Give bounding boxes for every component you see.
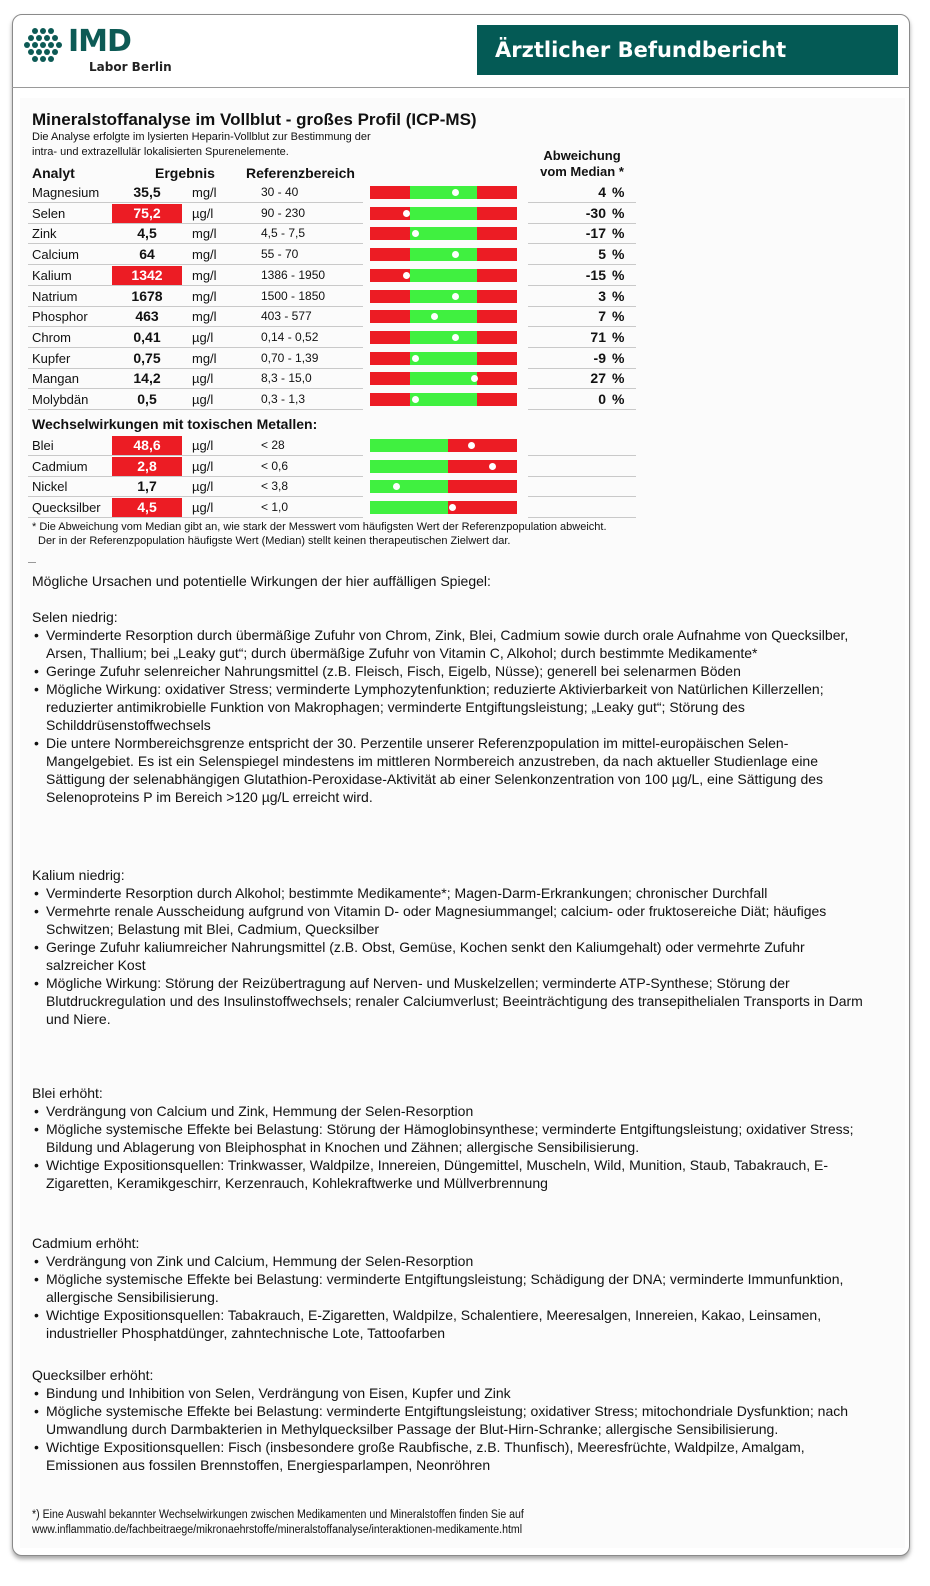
range-bar-high [448, 439, 517, 452]
table-row [28, 436, 363, 456]
unit: µg/l [192, 479, 214, 495]
logo-text: IMD [68, 24, 131, 59]
deviation-cell [528, 307, 636, 327]
range-bar [370, 331, 517, 344]
range-marker [412, 355, 419, 362]
reference-range: < 3,8 [261, 479, 289, 494]
range-bar [370, 393, 517, 406]
reference-range: 30 - 40 [261, 185, 299, 199]
footnote-line: Der in der Referenzpopulation häufigste Wert (Median) stellt keinen therapeutischen Zielwert dar. [38, 535, 511, 547]
range-bar-high [477, 393, 517, 406]
bullet-list [32, 884, 872, 1028]
table-row [28, 183, 363, 203]
reference-range: 0,70 - 1,39 [261, 350, 319, 365]
bullet-item: • Wichtige Expositionsquellen: Trinkwasser, Waldpilze, Innereien, Düngemittel, Muscheln, Wild, Munition, Staub, Tabakrauch, E-Zigaretten, Keramikgeschirr, Kerzenrauch, Kohlekraftwerke und Müllverbrennung [32, 1156, 872, 1192]
bullet-item: • Mögliche Wirkung: Störung der Reizübertragung auf Nerven- und Muskelzellen; verminderte ATP-Synthese; Störung der Blutdruckregulation und des Insulinstoffwechsels; renaler Calciumverlust; Beeinträchtigung des transepithelialen Transports in Darm und Niere. [32, 974, 872, 1028]
logo-dot [36, 49, 42, 55]
range-marker [449, 504, 456, 511]
unit: µg/l [192, 438, 214, 453]
result-value-flagged: 4,5 [112, 498, 182, 517]
percent-sign: % [612, 349, 625, 366]
range-bar-normal [370, 460, 448, 473]
intro-line: Die Analyse erfolgte im lysierten Heparin-Vollblut zur Bestimmung der [32, 131, 371, 143]
deviation-cell [528, 183, 636, 203]
range-bar-high [477, 352, 517, 365]
range-bar [370, 372, 517, 385]
range-marker [452, 293, 459, 300]
table-row [28, 266, 363, 286]
analyte-name: Blei [32, 438, 54, 453]
analyte-name: Magnesium [32, 185, 100, 200]
table-row [28, 390, 363, 410]
analyte-name: Natrium [32, 288, 78, 304]
result-value-flagged: 2,8 [112, 457, 182, 476]
result-value: 35,5 [133, 184, 161, 200]
reference-range: 90 - 230 [261, 205, 306, 220]
logo-dot [24, 42, 30, 48]
deviation-value: 3 [598, 287, 606, 304]
deviation-cell [528, 328, 636, 348]
range-marker [452, 189, 459, 196]
result-column-header: Ergebnis [155, 165, 215, 181]
result-value-flagged: 48,6 [112, 436, 182, 455]
range-bar-low [370, 248, 410, 261]
analyte-name: Chrom [32, 329, 72, 345]
deviation-cell [528, 224, 636, 244]
range-bar-normal [410, 331, 477, 344]
reference-range: 403 - 577 [261, 309, 312, 324]
unit: mg/l [192, 247, 217, 263]
percent-sign: % [612, 391, 625, 407]
range-bar-low [370, 186, 410, 199]
percent-sign: % [612, 370, 625, 387]
unit: mg/l [192, 226, 217, 242]
deviation-cell [528, 287, 636, 307]
deviation-value: 27 [590, 370, 606, 387]
analyte-name: Calcium [32, 247, 79, 263]
result-value: 4,5 [137, 225, 157, 242]
logo-dot [52, 49, 58, 55]
result-value-flagged: 1342 [112, 266, 182, 285]
interpretation-heading: Mögliche Ursachen und potentielle Wirkungen der hier auffälligen Spiegel: [32, 573, 491, 589]
reference-range: 8,3 - 15,0 [261, 371, 312, 386]
bullet-item: • Die untere Normbereichsgrenze entspricht der 30. Perzentile unserer Referenzpopulation im mittel-europäischen Selen-Mangelgebiet. Es ist ein Selenspiegel mindestens im mittleren Normbereich anzustreben, da nach aktueller Studienlage eine Sättigung der selenabhängigen Glutathion-Peroxidase-Aktivität ab einer Selenkonzentration von 100 µg/L, eine Sättigung des Selenoproteins P im Bereich >120 µg/L erreicht wird. [32, 734, 872, 806]
logo-dot [36, 35, 42, 41]
range-bar-high [477, 227, 517, 240]
reference-range: 0,14 - 0,52 [261, 329, 319, 344]
deviation-header-line: vom Median * [540, 164, 624, 179]
table-row [28, 245, 363, 265]
range-bar [370, 460, 517, 473]
range-bar [370, 227, 517, 240]
deviation-value: -9 [593, 349, 606, 366]
range-bar-high [477, 290, 517, 303]
unit: µg/l [192, 371, 214, 387]
percent-sign: % [612, 225, 625, 242]
bullet-item: • Mögliche systemische Effekte bei Belastung: verminderte Entgiftungsleistung; Schädigung der DNA; verminderte Immunfunktion, allergische Sensibilisierung. [32, 1270, 872, 1306]
percent-sign: % [612, 266, 625, 283]
logo-dot [40, 28, 46, 34]
range-bar [370, 290, 517, 303]
row-divider [528, 409, 636, 410]
range-bar-normal [410, 227, 477, 240]
reference-range: 0,3 - 1,3 [261, 392, 306, 406]
result-value: 64 [139, 246, 155, 263]
analysis-intro [32, 130, 502, 160]
analyte-name: Nickel [32, 479, 68, 495]
row-divider [28, 517, 363, 518]
analyte-name: Phosphor [32, 309, 88, 325]
report-title: Ärztlicher Befundbericht [477, 25, 898, 75]
deviation-column-header [528, 148, 636, 180]
logo-dot [48, 42, 54, 48]
deviation-value: -15 [585, 266, 606, 283]
range-marker [403, 272, 410, 279]
range-marker [489, 463, 496, 470]
unit: mg/l [192, 350, 217, 366]
header-divider [12, 87, 910, 88]
range-bar-normal [410, 393, 477, 406]
bullet-item: • Verminderte Resorption durch übermäßige Zufuhr von Chrom, Zink, Blei, Cadmium sowie durch orale Aufnahme von Quecksilber, Arsen, Thallium; bei „Leaky gut“; durch übermäßige Zufuhr von Vitamin C, Alkohol; durch bestimmte Medikamente* [32, 626, 872, 662]
unit: mg/l [192, 288, 217, 304]
interpretation-section [32, 608, 872, 806]
reference-range: 55 - 70 [261, 247, 299, 262]
logo-dot [28, 49, 34, 55]
logo-dot [52, 35, 58, 41]
reference-range: < 0,6 [261, 458, 289, 473]
result-value: 1678 [131, 287, 163, 304]
unit: µg/l [192, 458, 214, 474]
interpretation-section [32, 1366, 872, 1474]
percent-sign: % [612, 204, 625, 221]
table-row [28, 287, 363, 307]
range-bar [370, 352, 517, 365]
deviation-value: 71 [590, 328, 606, 345]
deviation-cell [528, 369, 636, 389]
analyte-name: Kalium [32, 267, 72, 283]
reference-column-header: Referenzbereich [246, 165, 355, 181]
reference-range: 4,5 - 7,5 [261, 226, 306, 241]
logo-dot [32, 28, 38, 34]
range-bar-normal [410, 352, 477, 365]
deviation-cell [528, 390, 636, 410]
range-bar-normal [370, 501, 448, 514]
range-bar-low [370, 310, 410, 323]
range-bar-low [370, 227, 410, 240]
unit: µg/l [192, 392, 214, 407]
range-bar-normal [410, 186, 477, 199]
deviation-value: 7 [598, 308, 606, 325]
table-row [28, 498, 363, 518]
table-row [28, 477, 363, 497]
analyte-name: Kupfer [32, 350, 71, 366]
range-bar-high [477, 331, 517, 344]
bullet-item: • Geringe Zufuhr selenreicher Nahrungsmittel (z.B. Fleisch, Fisch, Eigelb, Nüsse); generell bei selenarmen Böden [32, 662, 872, 680]
bullet-item: • Verdrängung von Zink und Calcium, Hemmung der Selen-Resorption [32, 1252, 872, 1270]
note-text: *) Eine Auswahl bekannter Wechselwirkungen zwischen Medikamenten und Mineralstoffen finden Sie auf [32, 1509, 524, 1521]
toxic-metals-title: Wechselwirkungen mit toxischen Metallen: [32, 416, 318, 432]
range-bar-high [477, 248, 517, 261]
deviation-value: 0 [598, 391, 606, 407]
range-bar-high [477, 310, 517, 323]
range-bar-low [370, 393, 410, 406]
reference-range: < 28 [261, 438, 285, 452]
bullet-item: • Wichtige Expositionsquellen: Tabakrauch, E-Zigaretten, Waldpilze, Schalentiere, Meeresalgen, Innereien, Kakao, Leinsamen, industrieller Phosphatdünger, zahntechnische Lote, Tattoofarben [32, 1306, 872, 1342]
result-value: 1,7 [137, 478, 157, 495]
reference-range: < 1,0 [261, 500, 289, 515]
table-row [28, 224, 363, 244]
result-value: 0,5 [137, 391, 157, 407]
bullet-list [32, 1102, 872, 1192]
range-bar-normal [410, 269, 477, 282]
table-row [28, 457, 363, 477]
interpretation-section [32, 1234, 872, 1342]
percent-sign: % [612, 246, 625, 263]
deviation-value: 4 [598, 184, 606, 200]
range-bar-high [448, 480, 517, 493]
deviation-value: 5 [598, 246, 606, 263]
analyte-name: Mangan [32, 371, 79, 387]
section-title: Selen niedrig: [32, 609, 118, 625]
analyte-name: Selen [32, 205, 66, 221]
result-value: 463 [135, 308, 159, 325]
bullet-item: • Bindung und Inhibition von Selen, Verdrängung von Eisen, Kupfer und Zink [32, 1384, 872, 1402]
intro-line: intra- und extrazellulär lokalisierten Spurenelemente. [32, 146, 289, 158]
unit: µg/l [192, 329, 214, 345]
range-bar-high [448, 460, 517, 473]
row-divider [28, 409, 363, 410]
deviation-header-line: Abweichung [543, 148, 621, 163]
bullet-list [32, 626, 872, 806]
range-bar-low [370, 331, 410, 344]
range-bar-normal [410, 372, 477, 385]
result-value: 14,2 [133, 370, 161, 387]
bullet-item: • Verminderte Resorption durch Alkohol; bestimmte Medikamente*; Magen-Darm-Erkrankungen; chronischer Durchfall [32, 884, 872, 902]
range-bar [370, 310, 517, 323]
result-value: 0,75 [133, 349, 161, 366]
deviation-cell [528, 204, 636, 224]
section-title: Cadmium erhöht: [32, 1235, 140, 1251]
median-footnote [32, 520, 607, 548]
logo-dot [32, 56, 38, 62]
range-bar [370, 480, 517, 493]
analysis-title: Mineralstoffanalyse im Vollblut - großes Profil (ICP-MS) [32, 110, 477, 129]
interpretation-section [32, 866, 872, 1028]
logo-dot [48, 56, 54, 62]
bullet-item: • Verdrängung von Calcium und Zink, Hemmung der Selen-Resorption [32, 1102, 872, 1120]
logo-dot [56, 42, 62, 48]
logo-dot [44, 49, 50, 55]
range-marker [468, 442, 475, 449]
bullet-item: • Vermehrte renale Ausscheidung aufgrund von Vitamin D- oder Magnesiummangel; calcium- oder fruktosereiche Diät; häufiges Schwitzen; Belastung mit Blei, Cadmium, Quecksilber [32, 902, 872, 938]
footnote-line: * Die Abweichung vom Median gibt an, wie stark der Messwert vom häufigsten Wert der Referenzpopulation abweicht. [32, 521, 607, 533]
table-row [28, 204, 363, 224]
range-marker [412, 396, 419, 403]
bullet-item: • Mögliche systemische Effekte bei Belastung: Störung der Hämoglobinsynthese; verminderte Entgiftungsleistung; oxidativer Stress; Bildung und Ablagerung von Bleiphosphat in Knochen und Zähnen; allergische Sensibilisierung. [32, 1120, 872, 1156]
range-bar-high [477, 186, 517, 199]
logo-dot [40, 42, 46, 48]
table-row [28, 349, 363, 369]
logo-dot [40, 56, 46, 62]
deviation-cell [528, 245, 636, 265]
deviation-cell [528, 498, 636, 518]
row-divider [528, 517, 636, 518]
analyte-name: Zink [32, 226, 57, 242]
table-row [28, 369, 363, 389]
range-bar [370, 207, 517, 220]
range-bar-high [448, 501, 517, 514]
range-bar-low [370, 352, 410, 365]
range-marker [403, 210, 410, 217]
range-bar-high [477, 372, 517, 385]
range-bar-normal [370, 480, 448, 493]
range-bar-low [370, 372, 410, 385]
divider-mark [28, 562, 36, 563]
deviation-cell [528, 266, 636, 286]
range-bar-high [477, 207, 517, 220]
unit: mg/l [192, 185, 217, 200]
deviation-cell [528, 477, 636, 497]
logo-dot [28, 35, 34, 41]
unit: µg/l [192, 205, 214, 221]
bullet-item: • Mögliche systemische Effekte bei Belastung: verminderte Entgiftungsleistung; oxidativer Stress; mitochondriale Dysfunktion; nach Umwandlung durch Darmbakterien in Methylquecksilber Passage der Blut-Hirn-Schranke; allergische Sensibilisierung. [32, 1402, 872, 1438]
range-bar-normal [370, 439, 448, 452]
logo-dot [44, 35, 50, 41]
range-bar [370, 269, 517, 282]
bullet-item: • Geringe Zufuhr kaliumreicher Nahrungsmittel (z.B. Obst, Gemüse, Kochen senkt den Kaliumgehalt) oder vermehrte Zufuhr salzreicher Kost [32, 938, 872, 974]
bullet-list [32, 1252, 872, 1342]
range-marker [452, 334, 459, 341]
imd-logo [24, 26, 184, 78]
section-title: Quecksilber erhöht: [32, 1367, 154, 1383]
reference-range: 1500 - 1850 [261, 288, 326, 303]
interpretation-section [32, 1084, 872, 1192]
range-bar-normal [410, 248, 477, 261]
range-bar-normal [410, 290, 477, 303]
percent-sign: % [612, 287, 625, 304]
logo-dot [48, 28, 54, 34]
deviation-value: -17 [585, 225, 606, 242]
bullet-list [32, 1384, 872, 1474]
percent-sign: % [612, 184, 625, 200]
section-title: Kalium niedrig: [32, 867, 125, 883]
section-title: Blei erhöht: [32, 1085, 103, 1101]
interactions-link[interactable]: www.inflammatio.de/fachbeitraege/mikronaehrstoffe/mineralstoffanalyse/interaktionen-medikamente.html [32, 1524, 523, 1536]
range-bar-normal [410, 310, 477, 323]
range-bar [370, 186, 517, 199]
table-row [28, 307, 363, 327]
analyte-name: Quecksilber [32, 500, 101, 516]
analyte-name: Cadmium [32, 458, 88, 474]
unit: mg/l [192, 309, 217, 325]
range-bar-high [477, 269, 517, 282]
logo-dots-icon [24, 28, 64, 64]
result-value-flagged: 75,2 [112, 204, 182, 223]
table-row [28, 328, 363, 348]
result-value: 0,41 [133, 328, 161, 345]
deviation-value: -30 [585, 204, 606, 221]
deviation-cell [528, 457, 636, 477]
range-bar [370, 439, 517, 452]
medication-note [32, 1508, 524, 1538]
analyte-name: Molybdän [32, 392, 89, 407]
range-bar-normal [410, 207, 477, 220]
reference-range: 1386 - 1950 [261, 267, 326, 282]
deviation-cell [528, 436, 636, 456]
range-marker [452, 251, 459, 258]
logo-subtitle: Labor Berlin [89, 60, 172, 74]
analyte-column-header: Analyt [32, 165, 75, 181]
range-bar [370, 501, 517, 514]
unit: µg/l [192, 500, 214, 516]
bullet-item: • Wichtige Expositionsquellen: Fisch (insbesondere große Raubfische, z.B. Thunfisch), Meeresfrüchte, Waldpilze, Amalgam, Emissionen aus fossilen Brennstoffen, Energiesparlampen, Neonröhren [32, 1438, 872, 1474]
deviation-cell [528, 349, 636, 369]
unit: mg/l [192, 267, 217, 283]
percent-sign: % [612, 308, 625, 325]
range-bar-low [370, 290, 410, 303]
percent-sign: % [612, 328, 625, 345]
range-bar [370, 248, 517, 261]
bullet-item: • Mögliche Wirkung: oxidativer Stress; verminderte Lymphozytenfunktion; reduzierte Aktivierbarkeit von Natürlichen Killerzellen; reduzierter antimikrobielle Funktion von Makrophagen; verminderte Entgiftungsleistung; „Leaky gut“; Störung des Schilddrüsenstoffwechsels [32, 680, 872, 734]
logo-dot [32, 42, 38, 48]
